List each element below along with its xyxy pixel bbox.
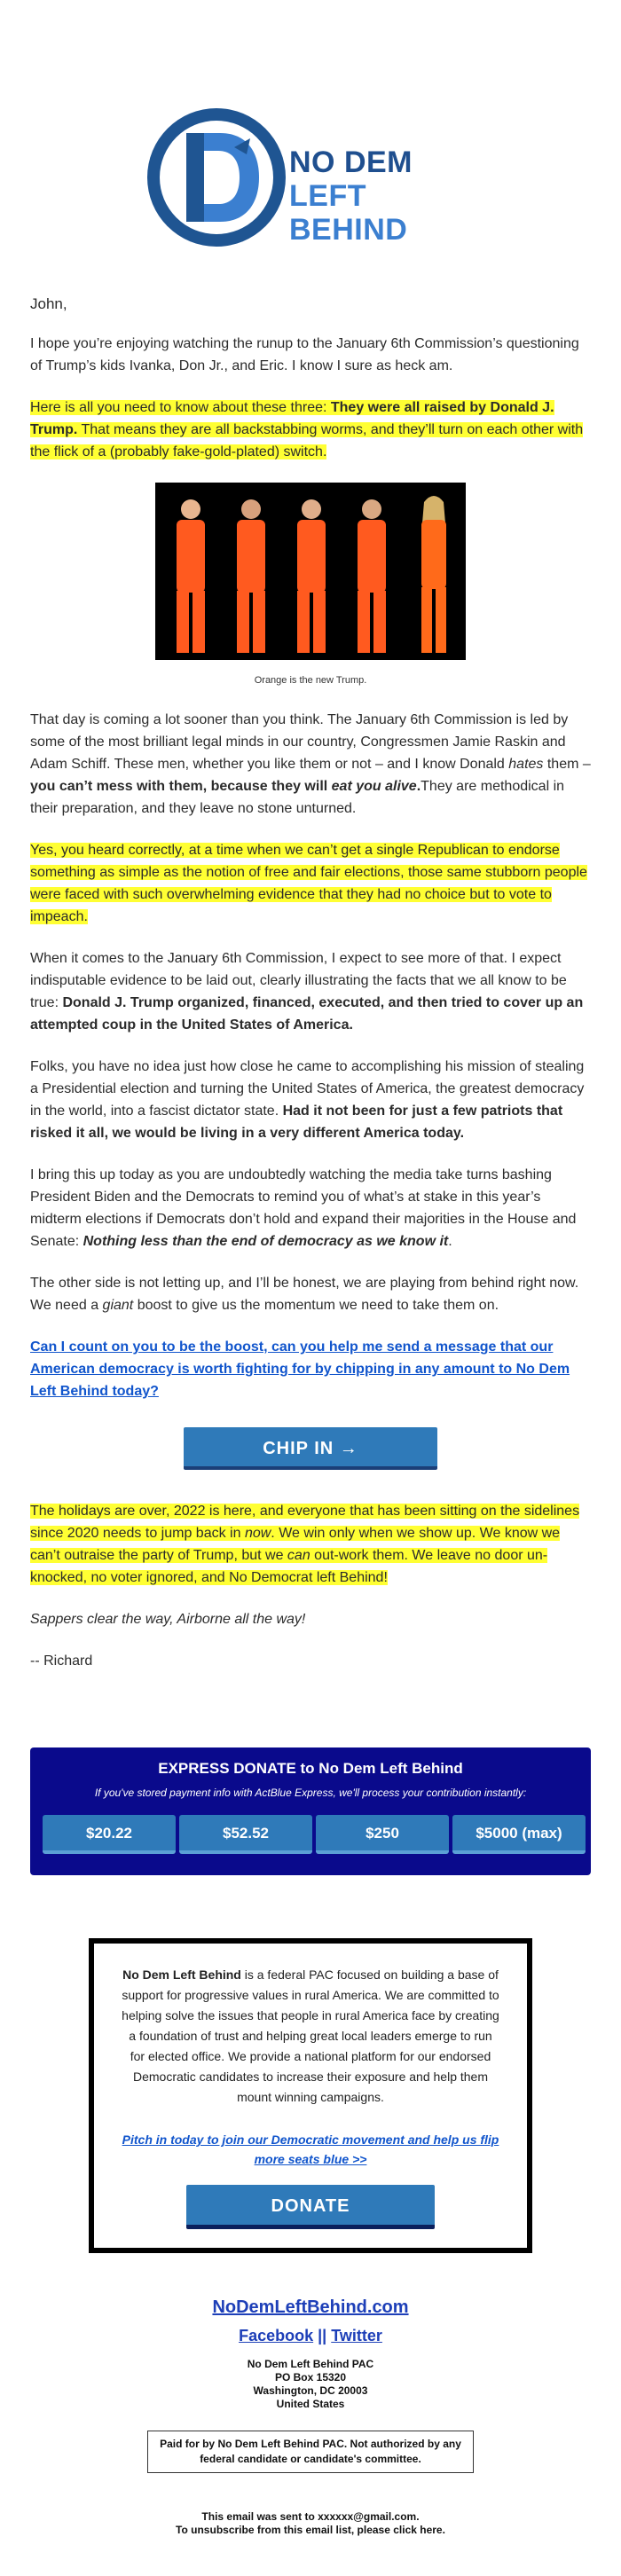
email-body [30,293,591,1692]
social-links [0,2327,621,2345]
twitter-link[interactable]: Twitter [331,2327,382,2344]
logo-d-icon [185,131,261,224]
express-amount-button[interactable]: $52.52 [179,1815,312,1854]
orange-jumpsuits-photo [155,483,466,660]
signoff: Sappers clear the way, Airborne all the way! [30,1612,306,1627]
express-donate-panel [30,1747,591,1875]
unsubscribe-link[interactable]: To unsubscribe from this email list, please click here. [176,2524,445,2536]
org-info-box [89,1938,532,2253]
brand-logo[interactable] [142,106,488,248]
mailing-address: No Dem Left Behind PAC PO Box 15320 Washington, DC 20003 United States [247,2358,374,2410]
greeting: John, [30,295,67,312]
express-title: EXPRESS DONATE to No Dem Left Behind [158,1760,463,1777]
paragraph-highlight-impeach: Yes, you heard correctly, at a time when we can’t get a single Republican to endorse something as simple as the notion of free and fair elections, those same stubborn people were faced with such overwhelming evidence that they had no choice but to vote to impeach. [30,843,587,924]
chip-in-button[interactable]: CHIP IN → [184,1427,437,1470]
express-amount-button[interactable]: $250 [316,1815,449,1854]
paragraph-commission: That day is coming a lot sooner than you think. The January 6th Commission is led by some of the most brilliant legal minds in our country, Congressmen Jamie Raskin and Adam Schiff. These men, whether you like them or not – and I know Donald hates them – you can’t mess with them, because they will eat you alive.They are methodical in their preparation, and they leave no stone unturned. [30,712,591,816]
paragraph-evidence: When it comes to the January 6th Commission, I expect to see more of that. I expect indisputable evidence to be laid out, clearly illustrating the facts that we all know to be true: Donald J. Trump organized, financed, executed, and then tried to cover up an attempted coup in the United States of America. [30,951,584,1033]
facebook-link[interactable]: Facebook [239,2327,314,2344]
express-subtitle: If you've stored payment info with ActBlue Express, we'll process your contribution instantly: [94,1787,527,1799]
org-pitch-link[interactable]: Pitch in today to join our Democratic movement and help us flip more seats blue >> [122,2132,499,2166]
sent-to-text: This email was sent to xxxxxx@gmail.com. [201,2510,420,2523]
donate-button[interactable]: DONATE [186,2185,435,2229]
logo-circle [147,108,286,247]
unsubscribe-notice [0,2510,621,2537]
express-amount-button[interactable]: $5000 (max) [452,1815,586,1854]
social-separator: || [318,2327,327,2344]
paragraph-midterms: I bring this up today as you are undoubtedly watching the media take turns bashing President Biden and the Democrats to remind you of what’s at stake in this year’s midterm elections if Democrats don’t hold and expand their majorities in the House and Senate: Nothing less than the end of democracy as we know it. [30,1167,577,1249]
photo-block [30,483,591,686]
paragraph-intro: I hope you’re enjoying watching the runup to the January 6th Commission’s questioning of Trump’s kids Ivanka, Don Jr., and Eric. I know I sure as heck am. [30,336,579,373]
paragraph-boost: The other side is not letting up, and I’ll be honest, we are playing from behind right now. We need a giant boost to give us the momentum we need to take them on. [30,1276,579,1313]
logo-line-1: NO DEM [289,145,413,179]
signature: -- Richard [30,1653,93,1669]
express-amount-button[interactable]: $20.22 [43,1815,176,1854]
paragraph-coup: Folks, you have no idea just how close he came to accomplishing his mission of stealing a Presidential election and turning the United States of America, the greatest democracy in the world, into a fascist dictator state. Had it not been for just a few patriots that risked it all, we would be living in a very different America today. [30,1059,585,1141]
paragraph-highlight-2022: The holidays are over, 2022 is here, and everyone that has been sitting on the sidelines since 2020 needs to jump back in now. We win only when we show up. We know we can’t outraise the party of Trump, but we can out-work them. We leave no door un-knocked, no voter ignored, and No Democrat left Behind! [30,1504,580,1585]
site-link[interactable]: NoDemLeftBehind.com [212,2297,409,2317]
paragraph-highlight-1: Here is all you need to know about these three: They were all raised by Donald J. Trump. That means they are all backstabbing worms, and they’ll turn on each other with the flick of a (probably fake-gold-plated) switch. [30,400,584,459]
org-description: No Dem Left Behind is a federal PAC focused on building a base of support for progressive values in rural America. We are committed to helping solve the issues that people in rural America face by creating a foundation of trust and helping great local leaders emerge to run for elected office. We provide a national platform for our endorsed Democratic candidates to increase their exposure and help them mount winning campaigns. [122,1967,499,2104]
footer [0,2297,621,2537]
logo-line-2: LEFT BEHIND [289,179,408,247]
paid-for-disclaimer: Paid for by No Dem Left Behind PAC. Not authorized by any federal candidate or candidate's committee. [147,2431,474,2473]
photo-caption: Orange is the new Trump. [254,675,367,686]
cta-link[interactable]: Can I count on you to be the boost, can you help me send a message that our American democracy is worth fighting for by chipping in any amount to No Dem Left Behind today? [30,1339,570,1399]
logo-wordmark [289,145,488,247]
